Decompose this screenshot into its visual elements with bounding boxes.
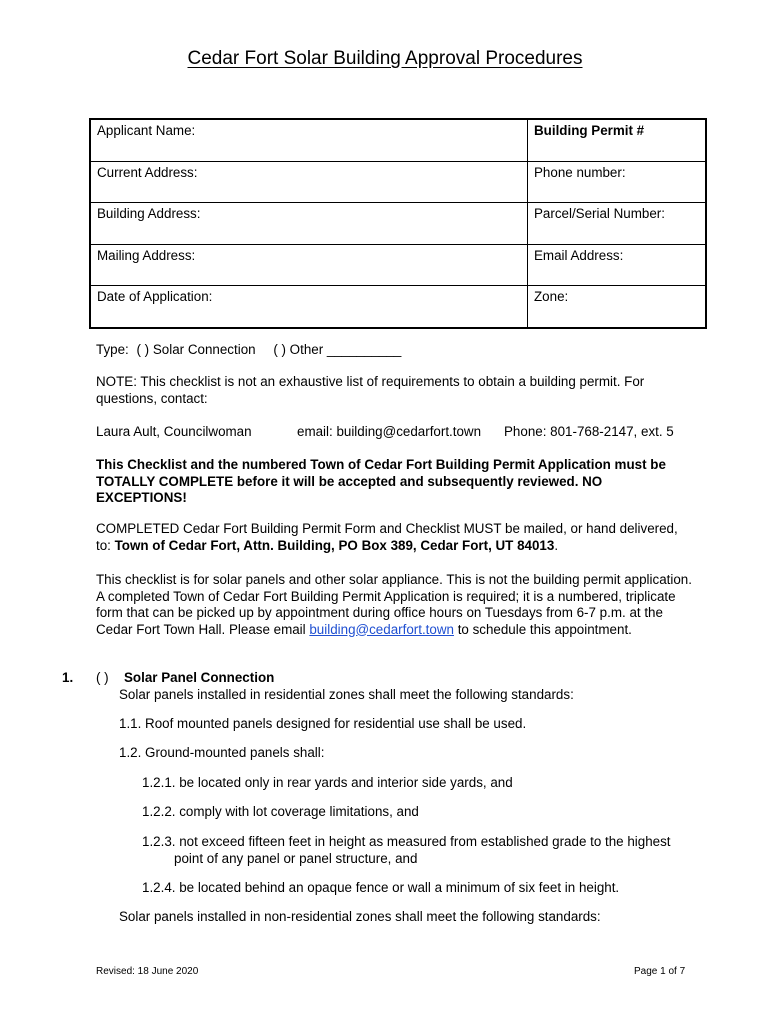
footer-page-number: Page 1 of 7 — [634, 966, 686, 977]
checklist-info-paragraph — [96, 572, 696, 638]
item-1-2-3-text: 1.2.3. not exceed fifteen feet in height as measured from established grade to the highest point of any panel or panel structure, and — [142, 834, 671, 866]
item-1-2-2: 1.2.2. comply with lot coverage limitations, and — [142, 804, 419, 819]
form-field-right[interactable]: Parcel/Serial Number: — [528, 203, 707, 245]
item-1-2-3 — [142, 834, 702, 867]
type-line — [96, 342, 401, 357]
form-row — [90, 161, 706, 203]
form-field-left[interactable]: Building Address: — [90, 203, 528, 245]
footer-revised: Revised: 18 June 2020 — [96, 966, 199, 977]
email-link[interactable]: building@cedarfort.town — [309, 621, 454, 637]
page-title: Cedar Fort Solar Building Approval Procedures — [187, 48, 583, 69]
section-1-checkbox[interactable]: ( ) — [96, 670, 109, 685]
contact-email: email: building@cedarfort.town — [297, 424, 482, 439]
item-1-2-4: 1.2.4. be located behind an opaque fence or wall a minimum of six feet in height. — [142, 880, 620, 895]
form-row — [90, 244, 706, 286]
contact-name: Laura Ault, Councilwoman — [96, 424, 252, 439]
type-label: Type: — [96, 342, 129, 357]
section-1-heading: Solar Panel Connection — [124, 670, 275, 685]
note-paragraph: NOTE: This checklist is not an exhaustive list of requirements to obtain a building permit. For questions, contact: — [96, 374, 645, 406]
form-row — [90, 119, 706, 161]
form-row — [90, 203, 706, 245]
item-1-2: 1.2. Ground-mounted panels shall: — [119, 745, 325, 760]
applicant-form-table — [89, 118, 707, 329]
warning-paragraph: This Checklist and the numbered Town of Cedar Fort Building Permit Application must be TOTALLY COMPLETE before it will be accepted and subsequently reviewed. NO EXCEPTIONS! — [96, 457, 666, 505]
checklist-info-text: This checklist is for solar panels and other solar appliance. This is not the building permit application. A completed Town of Cedar Fort Building Permit Application is required; it is a numbered, triplicate form that can be picked up by appointment during office hours on Tuesdays from 6-7 p.m. at the Cedar Fort Town Hall. Please email — [96, 572, 692, 637]
form-field-right[interactable]: Phone number: — [528, 161, 707, 203]
section-1-number: 1. — [62, 670, 74, 685]
completed-paragraph — [96, 521, 696, 554]
item-1-2-1: 1.2.1. be located only in rear yards and interior side yards, and — [142, 775, 513, 790]
checklist-info-end: to schedule this appointment. — [453, 621, 632, 637]
form-field-right[interactable]: Building Permit # — [528, 119, 707, 161]
form-field-left[interactable]: Mailing Address: — [90, 244, 528, 286]
completed-text: COMPLETED Cedar Fort Building Permit Form and Checklist MUST be mailed, or hand delivered, to: — [96, 521, 678, 553]
nonresidential-intro: Solar panels installed in non-residential zones shall meet the following standards: — [119, 909, 601, 924]
form-field-left[interactable]: Current Address: — [90, 161, 528, 203]
contact-phone: Phone: 801-768-2147, ext. 5 — [504, 424, 674, 439]
form-field-right[interactable]: Zone: — [528, 286, 707, 328]
mailing-address: Town of Cedar Fort, Attn. Building, PO Box 389, Cedar Fort, UT 84013 — [114, 537, 555, 553]
type-solar-connection-option[interactable]: ( ) Solar Connection — [136, 342, 256, 357]
section-1-intro: Solar panels installed in residential zones shall meet the following standards: — [119, 687, 574, 702]
item-1-1: 1.1. Roof mounted panels designed for residential use shall be used. — [119, 716, 527, 731]
form-row — [90, 286, 706, 328]
form-field-left[interactable]: Date of Application: — [90, 286, 528, 328]
completed-end: . — [554, 537, 559, 553]
form-field-right[interactable]: Email Address: — [528, 244, 707, 286]
type-other-option[interactable]: ( ) Other __________ — [273, 342, 402, 357]
form-field-left[interactable]: Applicant Name: — [90, 119, 528, 161]
